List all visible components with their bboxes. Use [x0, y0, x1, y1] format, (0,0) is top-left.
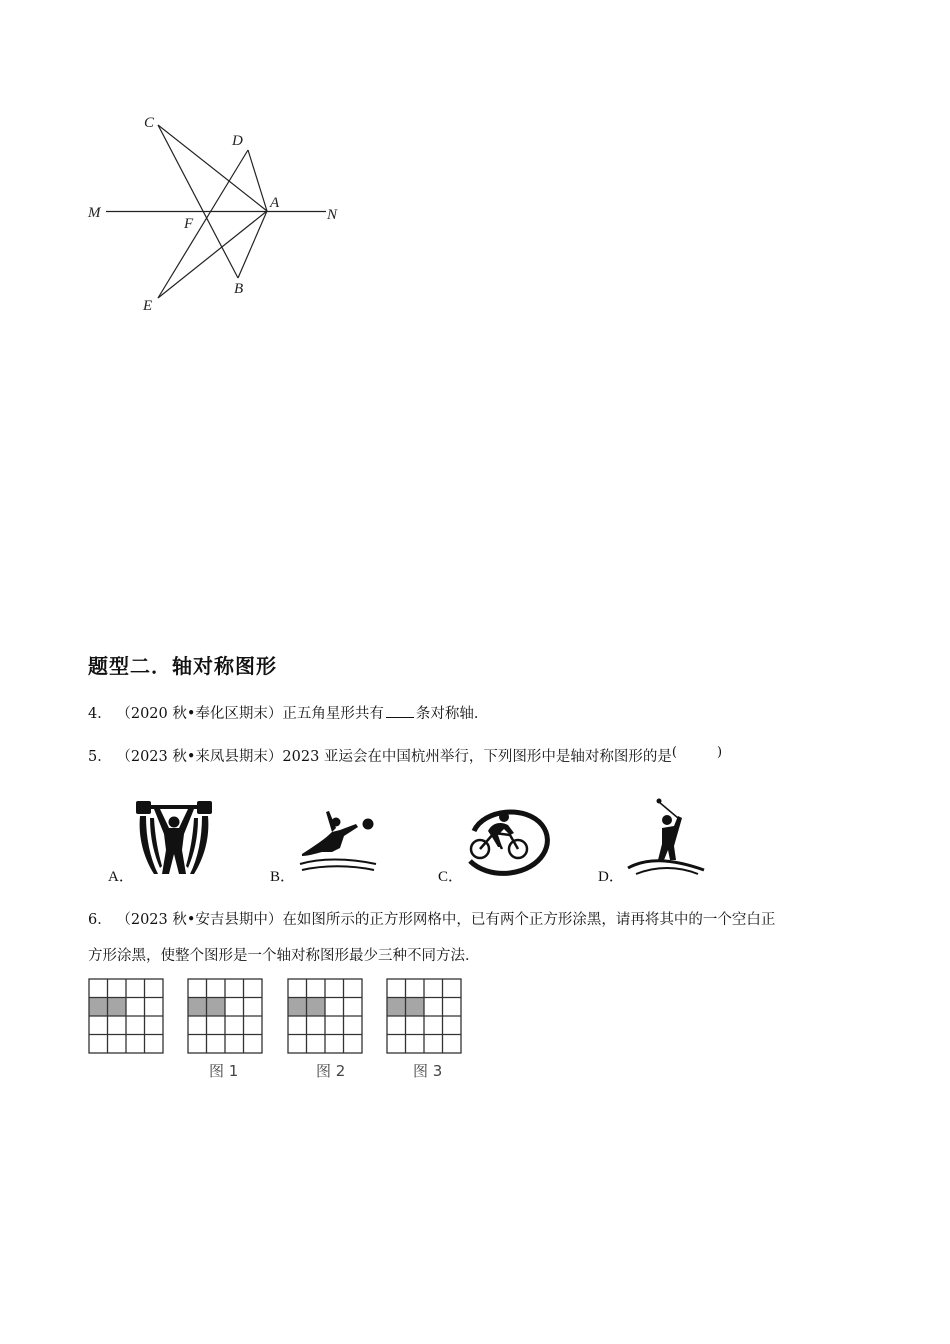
segment-da — [248, 150, 267, 211]
grid-figure-3[interactable] — [386, 978, 464, 1055]
segment-de — [158, 150, 248, 298]
label-n: N — [327, 207, 338, 223]
label-b: B — [234, 281, 244, 297]
caption-figure-1: 图 1 — [209, 1062, 239, 1080]
label-d: D — [232, 133, 243, 149]
segment-ca — [158, 125, 267, 211]
caption-figure-2: 图 2 — [316, 1062, 346, 1080]
q6-number: 6． — [88, 912, 112, 928]
label-a: A — [270, 195, 280, 211]
label-m: M — [88, 205, 101, 221]
q6-line1-text: 在如图所示的正方形网格中，已有两个正方形涂黑，请再将其中的一个空白正 — [282, 912, 776, 928]
option-d[interactable] — [598, 865, 624, 886]
option-a-label: A． — [108, 869, 134, 885]
question-6-line1 — [88, 909, 775, 931]
label-c: C — [144, 115, 155, 131]
golf-icon — [622, 796, 710, 878]
question-5 — [88, 742, 722, 768]
weightlifting-icon — [132, 798, 216, 878]
option-a[interactable] — [108, 865, 134, 886]
question-4 — [88, 703, 488, 725]
segment-cb — [158, 125, 238, 278]
option-c-label: C． — [438, 869, 464, 885]
q5-source: （2023 秋•来凤县期末） — [116, 749, 283, 765]
q4-text-before: 正五角星形共有 — [282, 706, 384, 722]
section-title: 题型二．轴对称图形 — [88, 654, 277, 678]
label-e: E — [143, 298, 153, 314]
option-b-label: B． — [270, 869, 296, 885]
option-c[interactable] — [438, 865, 463, 886]
option-b[interactable] — [270, 865, 295, 886]
grid-figure-2[interactable] — [287, 978, 365, 1055]
q5-text: 2023 亚运会在中国杭州举行，下列图形中是轴对称图形的是 — [282, 749, 672, 765]
geometry-figure — [80, 108, 360, 323]
segment-ae — [158, 211, 267, 298]
grid-figure-0 — [88, 978, 166, 1055]
q4-source: （2020 秋•奉化区期末） — [116, 706, 283, 722]
caption-figure-3: 图 3 — [413, 1062, 443, 1080]
q4-answer-blank[interactable] — [386, 703, 414, 718]
segment-ab — [238, 211, 267, 278]
q5-paren-close: ) — [717, 745, 723, 760]
grid-figure-1[interactable] — [187, 978, 265, 1055]
cycling-icon — [462, 803, 552, 879]
q4-number: 4． — [88, 706, 112, 722]
volleyball-icon — [296, 808, 380, 876]
option-d-label: D． — [598, 869, 624, 885]
q6-line2-text: 方形涂黑，使整个图形是一个轴对称图形最少三种不同方法． — [88, 948, 480, 964]
label-f: F — [184, 216, 194, 232]
q5-paren-open: ( — [671, 745, 677, 760]
q4-text-after: 条对称轴． — [415, 706, 489, 722]
q6-source: （2023 秋•安吉县期中） — [116, 912, 283, 928]
q5-number: 5． — [88, 749, 112, 765]
question-6-line2 — [88, 945, 480, 967]
